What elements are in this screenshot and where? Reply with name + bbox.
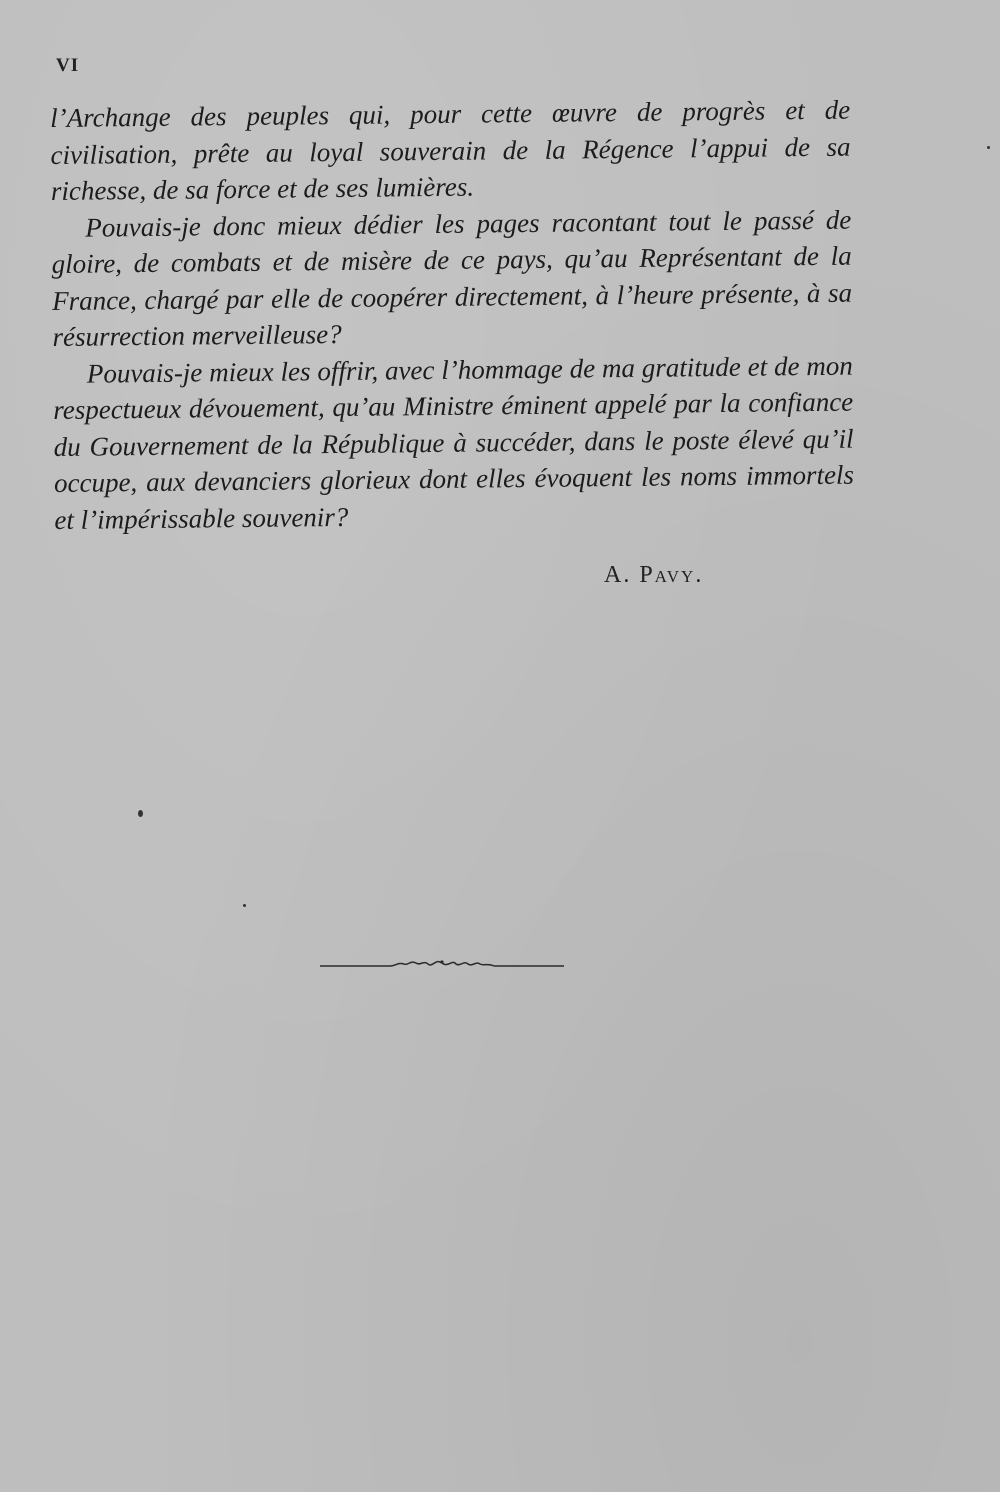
paragraph-2: Pouvais-je donc mieux dédier les pages racontant tout le passé de gloire, de combats et de misère de ce pays, qu’au Représentant de la France, chargé par elle de coopérer directement, à l’heure présente, à sa résurrection merveilleuse? — [51, 204, 853, 352]
ornamental-divider-icon — [318, 952, 566, 976]
paragraph-1: l’Archange des peuples qui, pour cette œuvre de progrès et de civilisation, prête au loyal souverain de la Régence l’appui de sa richesse, de sa force et de ses lumières. — [50, 94, 851, 206]
paragraph-3: Pouvais-je mieux les offrir, avec l’hommage de ma gratitude et de mon respectueux dévouement, qu’au Ministre éminent appelé par la confiance du Gouvernement de la République à succéder, dans le poste élevé qu’il occupe, aux devanciers glorieux dont elles évoquent les noms immortels et l’impérissable souvenir? — [53, 350, 855, 535]
author-signature: A. Pavy. — [604, 562, 704, 588]
print-speck — [138, 810, 143, 817]
page-number: VI — [56, 55, 80, 76]
print-speck — [987, 146, 990, 149]
print-speck — [243, 904, 246, 907]
dedication-text — [50, 92, 855, 538]
